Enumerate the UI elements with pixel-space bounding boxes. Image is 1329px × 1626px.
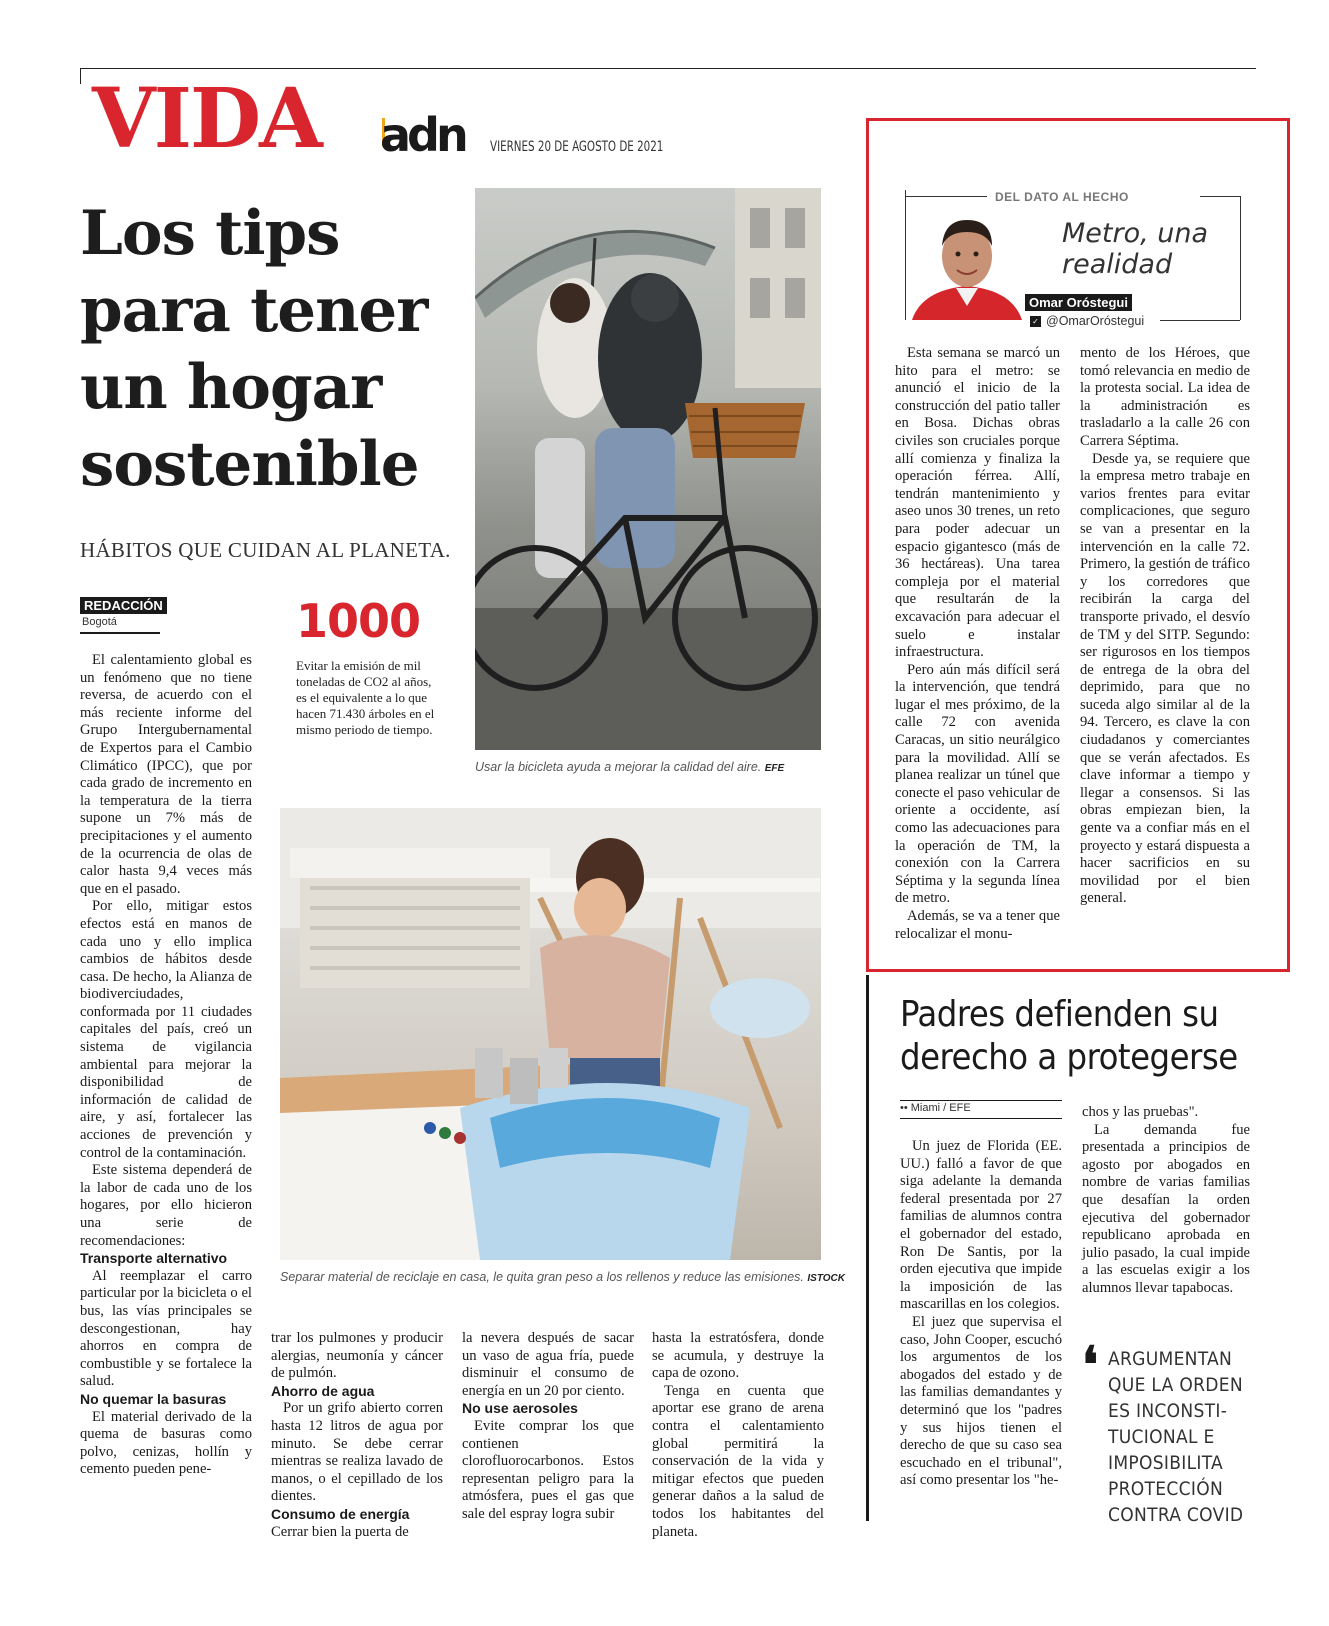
paragraph: chos y las pruebas". xyxy=(1082,1104,1199,1120)
main-subhead: HÁBITOS QUE CUIDAN AL PLANETA. xyxy=(80,538,451,562)
adn-logo: adn xyxy=(380,108,465,162)
portrait-illustration xyxy=(912,206,1022,320)
column-kicker: DEL DATO AL HECHO xyxy=(995,190,1129,204)
twitter-icon: ✓ xyxy=(1030,316,1041,327)
paragraph: Este sistema dependerá de la labor de cada uno de los hogares, por ello hicieron una serie de recomendaciones: xyxy=(80,1162,252,1249)
opinion-column-2 xyxy=(1080,345,1250,908)
main-column-2 xyxy=(271,1330,443,1541)
paragraph: El calentamiento global es un fenómeno que no tiene reversa, de acuerdo con el más reciente informe del Grupo Intergubernamental de Expertos para el Cambio Climático (IPCC), que por cada grado de incremento en la temperatura de la tierra supone un 7% más de precipitaciones y el aumento de la ocurrencia de olas de calor hasta 9,4 veces más que en el pasado. xyxy=(80,652,252,897)
paragraph: El material derivado de la quema de basuras como polvo, cenizas, hollín y cemento pueden pene- xyxy=(80,1408,252,1478)
article2-column-2 xyxy=(1082,1104,1250,1298)
main-column-4 xyxy=(652,1330,824,1541)
paragraph: Cerrar bien la puerta de xyxy=(271,1523,409,1540)
frame-line xyxy=(1240,196,1241,320)
paragraph: Un juez de Florida (EE. UU.) falló a favor de que siga adelante la demanda federal presentada por 27 familias de alumnos contra el gobernador del estado, Ron De Santis, por la orden ejecutiva que impide la imposición de las mascarillas en los colegios. xyxy=(900,1138,1062,1313)
stat-text: Evitar la emisión de mil toneladas de CO2 al años, es el equivalente a lo que hacen 71.430 árboles en el mismo periodo de tiempo. xyxy=(296,658,435,737)
paragraph: Pero aún más difícil será la intervención, que tendrá lugar el mes próximo, de la calle 72 con avenida Caracas, un sitio neurálgico para la movilidad. Allí se planea realizar un túnel que conecte el paso vehicular de oriente a occidente, así como las adecuaciones para la operación de TM, la conexión con la Carrera Séptima y la segunda línea de metro. xyxy=(895,661,1060,907)
byline-rule xyxy=(80,632,160,634)
main-column-3 xyxy=(462,1330,634,1524)
paragraph: hasta la estratósfera, donde se acumula, y destruye la capa de ozono. xyxy=(652,1330,824,1382)
opinion-column-1 xyxy=(895,345,1060,943)
subheading: Ahorro de agua xyxy=(271,1382,375,1399)
paragraph: La demanda fue presentada a principios de agosto por abogados en nombre de varias familias que desafían la orden ejecutiva del gobernador republicano aprobada en julio pasado, la cual impide a las escuelas exigir a los alumnos llevar tapabocas. xyxy=(1082,1121,1250,1296)
photo-bicycle xyxy=(475,188,821,750)
caption-text: Separar material de reciclaje en casa, le quita gran peso a los rellenos y reduce las emisiones. xyxy=(280,1270,804,1284)
subheading: Consumo de energía xyxy=(271,1505,410,1522)
bicycle-illustration xyxy=(475,188,821,750)
quote-mark-icon: ❛ xyxy=(1082,1335,1099,1394)
paragraph: la nevera después de sacar un vaso de agua fría, puede disminuir el consumo de energía en un 20 por ciento. xyxy=(462,1330,634,1399)
paragraph: Esta semana se marcó un hito para el metro: se anunció el inicio de la construcción del patio taller en Bosa. Dichas obras civiles son cruciales porque allí comienza y finaliza la operación férrea. Allí, tendrán mantenimiento y aseo unos 30 trenes, un reto para poder adecuar un espacio gigantesco (más de 36 hectáreas). Una tarea compleja por el material que resultarán de la excavación para adecuar el suelo e instalar infraestructura. xyxy=(895,345,1060,661)
photo-recycling xyxy=(280,808,821,1260)
byline-author: REDACCIÓN xyxy=(80,597,167,614)
main-column-1 xyxy=(80,652,252,1479)
byline-text: Miami / EFE xyxy=(910,1102,971,1114)
main-headline: Los tips para tener un hogar sostenible xyxy=(80,198,428,500)
frame-line xyxy=(905,196,987,197)
caption-text: Usar la bicicleta ayuda a mejorar la calidad del aire. xyxy=(475,760,762,774)
issue-date: VIERNES 20 DE AGOSTO DE 2021 xyxy=(490,139,664,155)
article2-column-1 xyxy=(900,1138,1062,1490)
article2-title: Padres defienden su derecho a protegerse xyxy=(900,994,1238,1078)
byline-rule xyxy=(900,1100,1062,1101)
author-portrait xyxy=(912,206,1022,320)
frame-line xyxy=(905,190,906,320)
subheading: Transporte alternativo xyxy=(80,1250,228,1267)
paragraph: Tenga en cuenta que aportar ese grano de arena contra el calentamiento global permitirá la conservación de la vida y mitigar efectos que pueden generar daños a la salud de todos los habitantes del planeta. xyxy=(652,1382,824,1540)
paragraph: mento de los Héroes, que tomó relevancia en medio de la protesta social. La idea de la administración es trasladarlo a la calle 26 con Carrera Séptima. xyxy=(1080,345,1250,449)
paragraph: trar los pulmones y producir alergias, neumonía y cáncer de pulmón. xyxy=(271,1330,443,1382)
recycling-illustration xyxy=(280,808,821,1260)
caption-credit: EFE xyxy=(764,763,785,774)
column-title: Metro, una realidad xyxy=(1062,218,1209,280)
paragraph: Por ello, mitigar estos efectos está en manos de cada uno y ello implica cambios de hábitos desde casa. De hecho, la Alianza de biodiverciudades, conformada por 11 ciudades capitales del país, creó un sistema de vigilancia ambiental para mejorar la disponibilidad de información de calidad de aire, y así, fortalecer las acciones de prevención y control de la contaminación. xyxy=(80,898,252,1161)
author-handle: @OmarOróstegui xyxy=(1046,314,1145,328)
paragraph: Además, se va a tener que relocalizar el monu- xyxy=(895,908,1060,942)
top-rule xyxy=(80,68,1256,69)
byline-city: Bogotá xyxy=(82,616,117,628)
column-divider xyxy=(866,975,869,1521)
subheading: No use aerosoles xyxy=(462,1400,578,1417)
photo1-caption xyxy=(475,760,784,774)
paragraph: Al reemplazar el carro particular por la bicicleta o el bus, las vías principales se descongestionan, hay ahorros en compra de combustible y se fortalece la salud. xyxy=(80,1267,252,1390)
frame-line xyxy=(1200,196,1240,197)
photo2-caption xyxy=(280,1270,845,1284)
pull-quote: ARGUMENTAN QUE LA ORDEN ES INCONSTI-TUCIONAL E IMPOSIBILITA PROTECCIÓN CONTRA COVID xyxy=(1108,1348,1244,1526)
paragraph: El juez que supervisa el caso, John Cooper, escuchó los argumentos de los abogados del estado y de las familias demandantes y determinó que los "padres y sus hijos tienen el derecho de que su caso sea escuchado en el tribunal", así como presentar los "he- xyxy=(900,1313,1062,1489)
byline-rule xyxy=(900,1118,1062,1119)
caption-credit: ISTOCK xyxy=(807,1273,845,1284)
paragraph: Evite comprar los que contienen clorofluorocarbonos. Estos representan peligro para la atmósfera, pues el gas que sale del espray logra subir xyxy=(462,1417,634,1522)
top-rule-tick xyxy=(80,68,81,84)
stat-number: 1000 xyxy=(296,594,421,648)
article2-byline: •• Miami / EFE xyxy=(900,1102,971,1114)
section-title: VIDA xyxy=(92,71,321,167)
paragraph: Por un grifo abierto corren hasta 12 litros de agua por minuto. Se debe cerrar mientras se realiza lavado de manos, o el cepillado de los dientes. xyxy=(271,1400,443,1505)
paragraph: Desde ya, se requiere que la empresa metro trabaje en varios frentes para evitar complicaciones, que seguro se van a presentar en la intervención en la calle 72. Primero, la gestión de tráfico y los corredores que recibirán la carga del transporte privado, el desvío de TM y del SITP. Segundo: ser rigurosos en los tiempos de entrega de la obra del deprimido, para que no suceda algo similar al de la 94. Tercero, es clave la con ciudadanos y comerciantes que se verán afectados. Es clave informar a tiempo y llegar a consensos. Si las obras empiezan bien, la gente va a confiar más en el proyecto y estará dispuesta a hacer sacrificios en su movilidad por el bien general. xyxy=(1080,450,1250,907)
subheading: No quemar la basuras xyxy=(80,1390,227,1407)
author-name: Omar Oróstegui xyxy=(1025,294,1132,311)
frame-line xyxy=(1160,320,1240,321)
